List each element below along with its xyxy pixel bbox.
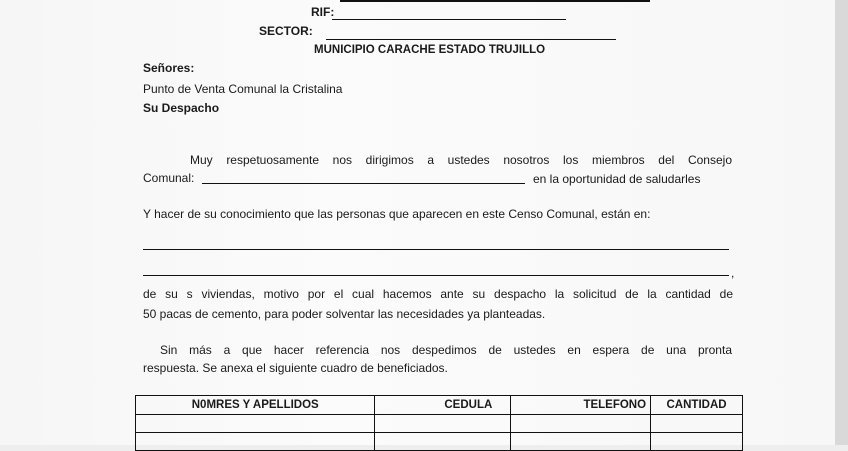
table-cell bbox=[375, 433, 511, 451]
comunal-label: Comunal: bbox=[143, 171, 195, 185]
beneficiaries-table bbox=[135, 395, 743, 451]
header-cedula: CEDULA bbox=[375, 396, 511, 415]
blank-line-comma: , bbox=[731, 266, 735, 280]
table-cell bbox=[651, 433, 743, 451]
table-cell bbox=[651, 415, 743, 433]
paragraph-4-line-2: respuesta. Se anexa el siguiente cuadro de beneficiados. bbox=[143, 361, 448, 375]
paragraph-3-line-2: 50 pacas de cemento, para poder solventar las necesidades ya planteadas. bbox=[143, 307, 546, 321]
table-row bbox=[136, 415, 743, 433]
sector-label: SECTOR: bbox=[259, 24, 313, 38]
paragraph-1-line-1: Muy respetuosamente nos dirigimos a ustedes nosotros los miembros del Consejo bbox=[190, 153, 732, 167]
header-telefono: TELEFONO bbox=[511, 396, 651, 415]
paragraph-3-line-1: de su s viviendas, motivo por el cual hacemos ante su despacho la solicitud de la cantidad de bbox=[143, 287, 733, 301]
comunal-underline bbox=[202, 183, 525, 184]
rif-label: RIF: bbox=[311, 5, 335, 19]
salutation: Señores: bbox=[143, 61, 195, 75]
paragraph-4-line-1: Sin más a que hacer referencia nos despedimos de ustedes en espera de una pronta bbox=[160, 343, 732, 357]
header-nombres: N0MRES Y APELLIDOS bbox=[136, 396, 375, 415]
table-cell bbox=[136, 415, 375, 433]
table-header-row bbox=[136, 396, 743, 415]
header-cantidad: CANTIDAD bbox=[651, 396, 743, 415]
table-cell bbox=[136, 433, 375, 451]
sector-underline bbox=[326, 39, 616, 40]
paragraph-2-line-1: Y hacer de su conocimiento que las personas que aparecen en este Censo Comunal, están en: bbox=[143, 207, 651, 221]
municipio-heading: MUNICIPIO CARACHE ESTADO TRUJILLO bbox=[314, 44, 546, 56]
su-despacho: Su Despacho bbox=[143, 101, 220, 115]
scan-background-edge bbox=[835, 0, 848, 445]
table-row bbox=[136, 433, 743, 451]
blank-line-2 bbox=[143, 275, 729, 276]
rif-underline bbox=[332, 19, 566, 20]
table-cell bbox=[511, 433, 651, 451]
blank-line-1 bbox=[143, 249, 729, 250]
top-underline bbox=[340, 0, 650, 2]
recipient-name: Punto de Venta Comunal la Cristalina bbox=[143, 82, 343, 96]
table-cell bbox=[511, 415, 651, 433]
paragraph-1-line-2-end: en la oportunidad de saludarles bbox=[533, 172, 701, 186]
table-cell bbox=[375, 415, 511, 433]
